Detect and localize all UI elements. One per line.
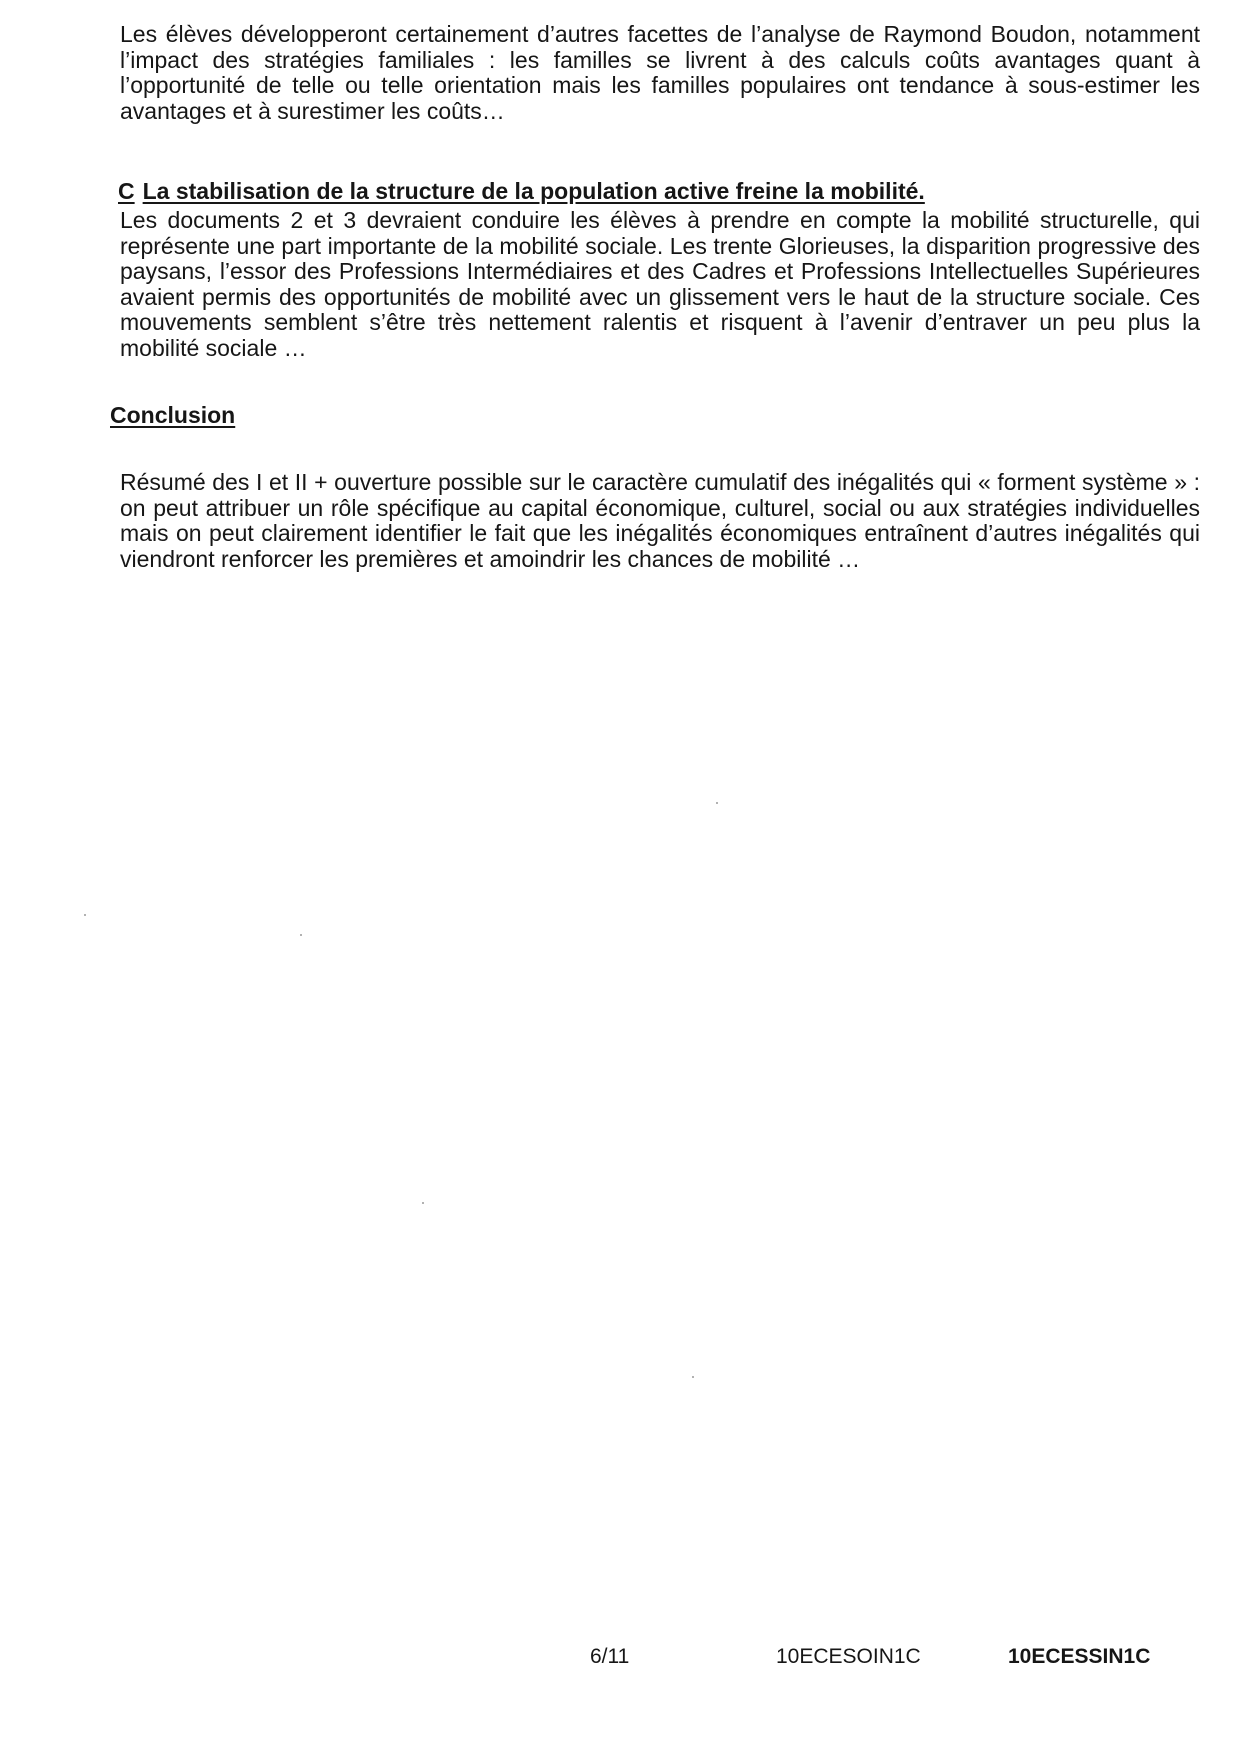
- scan-speck: [692, 1376, 694, 1378]
- conclusion-paragraph: Résumé des I et II + ouverture possible sur le caractère cumulatif des inégalités qui « forment système » : on peut attribuer un rôle spécifique au capital économique, culturel, social ou aux stratégies individuelles mais on peut clairement identifier le fait que les inégalités économiques entraînent d’autres inégalités qui viendront renforcer les premières et amoindrir les chances de mobilité …: [120, 469, 1200, 572]
- section-c-heading: [118, 178, 925, 204]
- section-c-title: La stabilisation de la structure de la population active freine la mobilité.: [142, 178, 925, 204]
- section-c-paragraph: Les documents 2 et 3 devraient conduire les élèves à prendre en compte la mobilité structurelle, qui représente une part importante de la mobilité sociale. Les trente Glorieuses, la disparition progressive des paysans, l’essor des Professions Intermédiaires et des Cadres et Professions Intellectuelles Supérieures avaient permis des opportunités de mobilité avec un glissement vers le haut de la structure sociale. Ces mouvements semblent s’être très nettement ralentis et risquent à l’avenir d’entraver un peu plus la mobilité sociale …: [120, 207, 1200, 361]
- scan-speck: [300, 934, 302, 936]
- section-c-letter: C: [118, 178, 135, 204]
- intro-paragraph: Les élèves développeront certainement d’autres facettes de l’analyse de Raymond Boudon, notamment l’impact des stratégies familiales : les familles se livrent à des calculs coûts avantages quant à l’opportunité de telle ou telle orientation mais les familles populaires ont tendance à sous-estimer les avantages et à surestimer les coûts…: [120, 21, 1200, 124]
- scan-speck: [422, 1202, 424, 1204]
- document-code-bold: 10ECESSIN1C: [1008, 1645, 1151, 1668]
- conclusion-heading: Conclusion: [110, 402, 236, 428]
- page-number: 6/11: [590, 1645, 630, 1668]
- scan-speck: [84, 914, 86, 916]
- document-code: 10ECESOIN1C: [776, 1645, 921, 1668]
- scan-speck: [716, 802, 718, 804]
